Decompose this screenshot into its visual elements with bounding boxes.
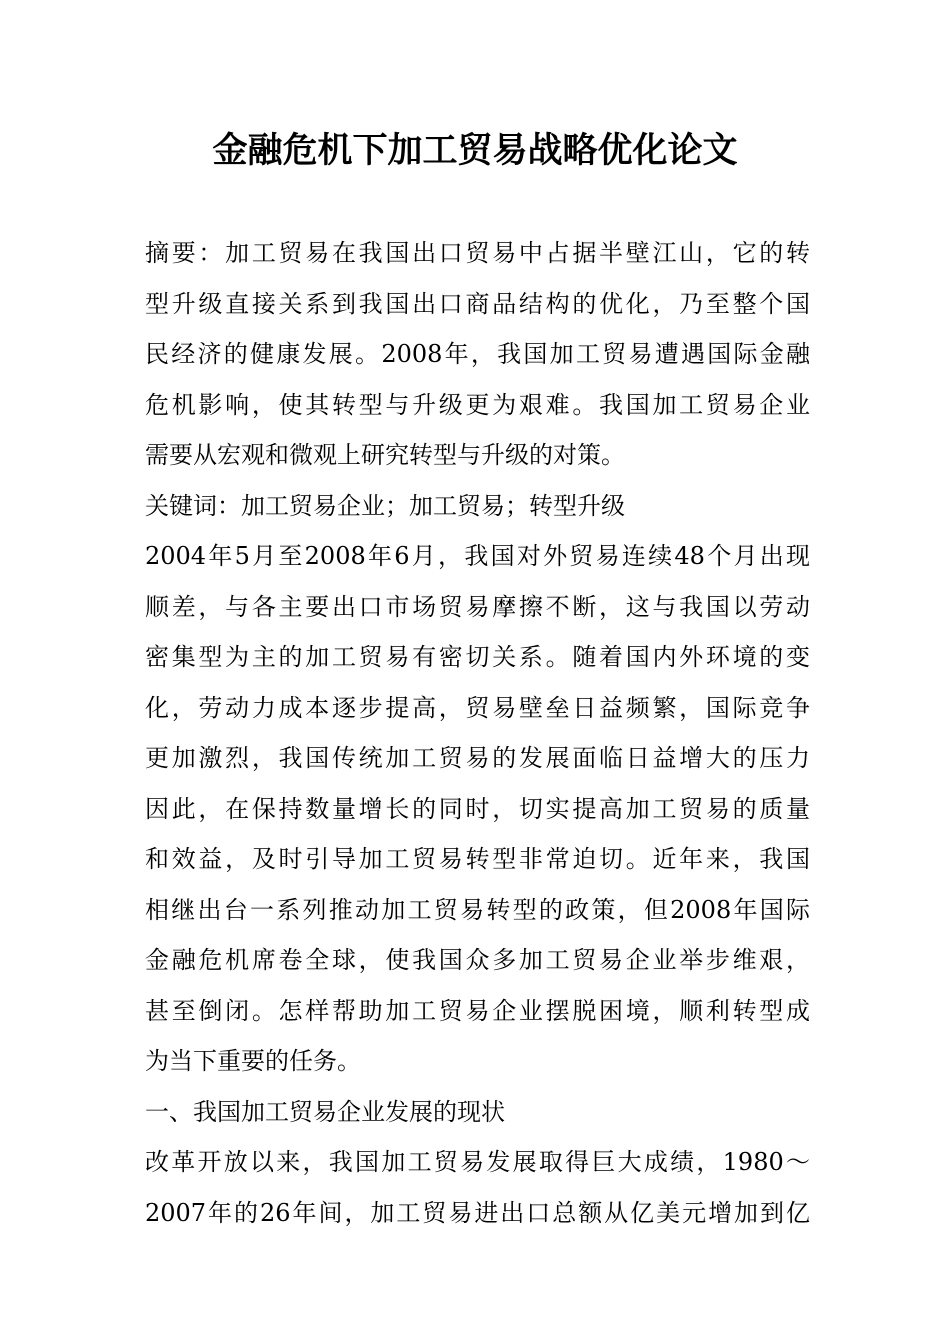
paragraph-line: 改革开放以来，我国加工贸易发展取得巨大成绩，1980～ — [145, 1148, 810, 1176]
abstract-line-5: 需要从宏观和微观上研究转型与升级的对策。 — [145, 441, 625, 469]
abstract-line-3: 民经济的健康发展。2008年，我国加工贸易遭遇国际金融 — [145, 340, 810, 368]
paragraph-line: 和效益，及时引导加工贸易转型非常迫切。近年来，我国 — [145, 845, 810, 873]
paragraph-line: 因此，在保持数量增长的同时，切实提高加工贸易的质量 — [145, 794, 810, 823]
paragraph-line: 金融危机席卷全球，使我国众多加工贸易企业举步维艰， — [145, 946, 810, 974]
paragraph-line: 为当下重要的任务。 — [145, 1047, 361, 1075]
paragraph-line: 化，劳动力成本逐步提高，贸易壁垒日益频繁，国际竞争 — [145, 693, 810, 722]
abstract-line-2: 型升级直接关系到我国出口商品结构的优化，乃至整个国 — [145, 289, 810, 318]
paragraph-line: 密集型为主的加工贸易有密切关系。随着国内外环境的变 — [145, 643, 810, 671]
paragraph-line: 2007年的26年间，加工贸易进出口总额从亿美元增加到亿 — [145, 1198, 810, 1227]
paragraph-line: 顺差，与各主要出口市场贸易摩擦不断，这与我国以劳动 — [145, 592, 810, 621]
abstract-line-4: 危机影响，使其转型与升级更为艰难。我国加工贸易企业 — [145, 390, 810, 419]
abstract-line-1: 摘要：加工贸易在我国出口贸易中占据半壁江山，它的转 — [145, 239, 810, 267]
section-heading: 一、我国加工贸易企业发展的现状 — [145, 1097, 505, 1126]
keywords-line: 关键词：加工贸易企业；加工贸易；转型升级 — [145, 491, 625, 520]
paragraph-line: 2004年5月至2008年6月，我国对外贸易连续48个月出现 — [145, 542, 810, 570]
document-body — [145, 228, 810, 1238]
paragraph-line: 更加激烈，我国传统加工贸易的发展面临日益增大的压力 — [145, 744, 810, 772]
paragraph-line: 甚至倒闭。怎样帮助加工贸易企业摆脱困境，顺利转型成 — [145, 996, 810, 1025]
paragraph-line: 相继出台一系列推动加工贸易转型的政策，但2008年国际 — [145, 895, 810, 924]
document-title: 金融危机下加工贸易战略优化论文 — [212, 130, 738, 171]
